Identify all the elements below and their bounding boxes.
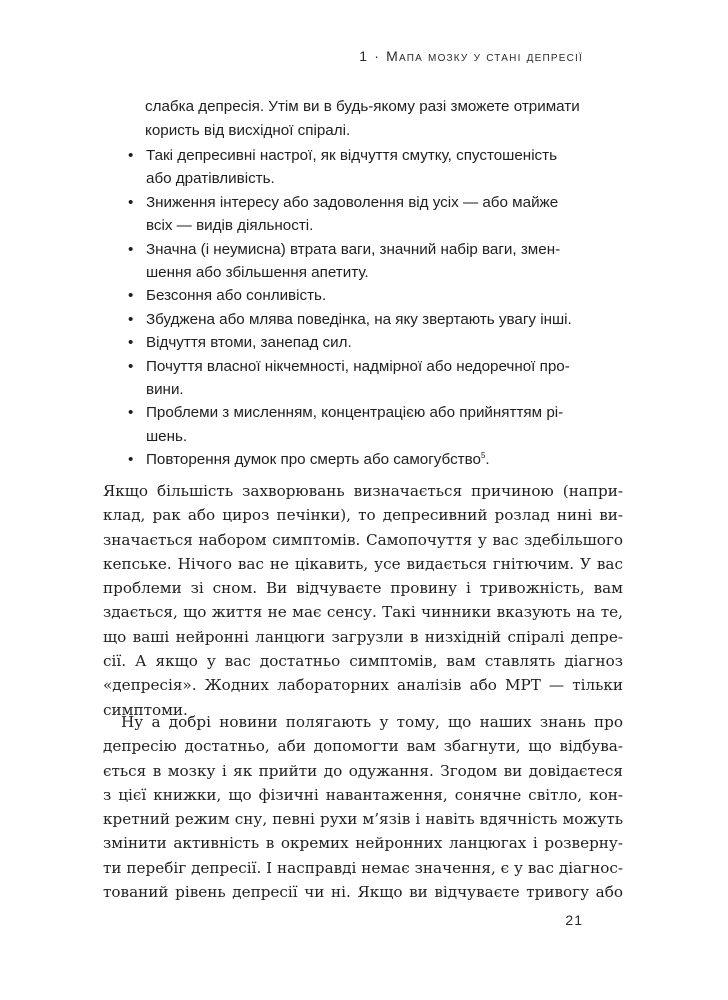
bullet-icon: • <box>128 287 134 305</box>
text-line: депресію достатньо, аби допомогти вам збагнути, що відбува- <box>103 737 623 756</box>
text-line: змінити активність в окремих нейронних ланцюгах і розверну- <box>103 834 623 853</box>
text-line: всіх — видів діяльності. <box>146 217 314 235</box>
header-separator: · <box>374 48 381 64</box>
chapter-title: Мапа мозку у стані депресії <box>386 48 583 64</box>
text-line: кретний режим сну, певні рухи м’язів і навіть вдячність можуть <box>103 810 623 829</box>
text-run: Повторення думок про смерть або самогубство <box>146 451 481 469</box>
text-line <box>146 448 598 471</box>
list-item <box>128 355 598 402</box>
bullet-icon: • <box>128 404 134 422</box>
text-line: слабка депресія. Утім ви в будь-якому разі зможете отримати <box>145 98 580 115</box>
symptoms-list <box>128 144 598 472</box>
footnote-marker: 5 <box>480 451 486 461</box>
text-line: Якщо більшість захворювань визначається причиною (напри- <box>103 482 623 500</box>
bullet-icon: • <box>128 147 134 164</box>
text-line: здається, що життя не має сенсу. Такі чинники вказують на те, <box>103 603 623 622</box>
list-item <box>128 308 598 331</box>
list-item <box>128 401 598 448</box>
text-line: Проблеми з мисленням, концентрацією або прийняттям рі- <box>146 404 564 422</box>
text-line: клад, рак або цироз печінки), то депресивний розлад нині ви- <box>103 506 623 525</box>
text-line: шень. <box>146 427 188 445</box>
list-item <box>128 284 598 307</box>
list-item <box>128 144 598 191</box>
text-line: Значна (і неумисна) втрата ваги, значний набір ваги, змен- <box>146 240 561 258</box>
bullet-icon: • <box>128 310 134 328</box>
list-item <box>128 331 598 354</box>
continuation-paragraph <box>145 95 585 144</box>
text-line: Відчуття втоми, занепад сил. <box>146 334 352 352</box>
text-line: шення або збільшення апетиту. <box>146 264 369 282</box>
text-line: Безсоння або сонливість. <box>146 287 327 305</box>
text-line: користь від висхідної спіралі. <box>145 122 351 140</box>
text-line: Почуття власної нікчемності, надмірної або недоречної про- <box>146 357 570 375</box>
text-line: з цієї книжки, що фізичні навантаження, сонячне світло, кон- <box>103 785 623 804</box>
text-run: . <box>485 451 490 469</box>
list-item <box>128 238 598 285</box>
text-line: Зниження інтересу або задоволення від усіх — або майже <box>146 193 559 211</box>
text-line: ти перебіг депресії. І насправді немає значення, є у вас діагнос- <box>103 858 623 877</box>
text-line: ється в мозку і як прийти до одужання. Згодом ви довідаєтеся <box>103 761 623 780</box>
chapter-number: 1 <box>359 48 369 64</box>
list-item <box>128 448 598 471</box>
body-paragraph <box>103 479 623 722</box>
bullet-icon: • <box>128 451 134 469</box>
running-header <box>359 48 583 64</box>
text-line: сії. А якщо у вас достатньо симптомів, вам ставлять діагноз <box>103 652 623 671</box>
page-number: 21 <box>565 912 583 928</box>
text-line: тований рівень депресії чи ні. Якщо ви відчуваєте тривогу або <box>103 883 623 902</box>
text-line: що ваші нейронні ланцюги загрузли в низхідній спіралі депре- <box>103 627 623 646</box>
text-line: «депресія». Жодних лабораторних аналізів або МРТ — тільки <box>103 676 623 695</box>
text-line: вини. <box>146 381 184 399</box>
bullet-icon: • <box>128 193 134 211</box>
text-line: Збуджена або млява поведінка, на яку звертають увагу інші. <box>146 310 572 328</box>
text-line: кепське. Нічого вас не цікавить, усе видається гнітючим. У вас <box>103 554 623 573</box>
text-line: значається набором симптомів. Самопочуття у вас здебільшого <box>103 530 623 549</box>
text-line: проблеми зі сном. Ви відчуваєте провину і тривожність, вам <box>103 579 623 598</box>
bullet-icon: • <box>128 334 134 352</box>
text-line: Ну а добрі новини полягають у тому, що наших знань про <box>121 713 623 731</box>
body-paragraph <box>103 710 623 904</box>
text-line: або дратівливість. <box>146 170 275 188</box>
text-line: Такі депресивні настрої, як відчуття смутку, спустошеність <box>146 147 558 164</box>
bullet-icon: • <box>128 240 134 258</box>
text-line: симптоми. <box>103 700 188 719</box>
list-item <box>128 191 598 238</box>
bullet-icon: • <box>128 357 134 375</box>
